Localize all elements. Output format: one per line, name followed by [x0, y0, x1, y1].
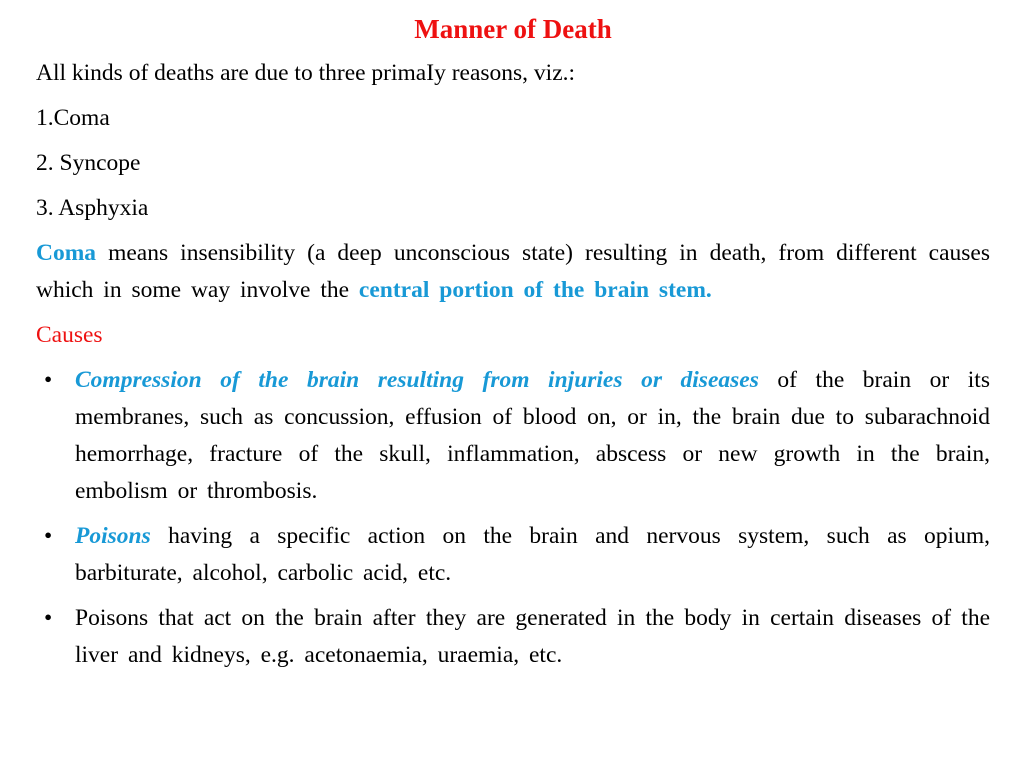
numbered-item-syncope: 2. Syncope [36, 150, 141, 177]
slide-title: Manner of Death [414, 14, 612, 44]
coma-lead-word: Coma [36, 240, 97, 267]
intro-line: All kinds of deaths are due to three primaIy reasons, viz.: [36, 60, 576, 87]
cause-body-poisons: having a specific action on the brain and nervous system, such as opium, barbiturate, alcohol, carbolic acid, etc. [75, 523, 990, 587]
cause-body-compression: of the brain or its membranes, such as concussion, effusion of blood on, or in, the brain due to subarachnoid hemorrhage, fracture of the skull, inflammation, abscess or new growth in the brain, embolism or thrombosis. [75, 367, 990, 505]
cause-item-poisons-generated [36, 600, 990, 674]
bullet-icon: • [44, 367, 53, 394]
numbered-item-coma: 1.Coma [36, 105, 110, 132]
cause-item-poisons-direct [36, 518, 990, 592]
numbered-item-asphyxia: 3. Asphyxia [36, 195, 149, 222]
cause-body-poisons-generated: Poisons that act on the brain after they are generated in the body in certain diseases of the liver and kidneys, e.g. acetonaemia, uraemia, etc. [75, 605, 990, 669]
causes-heading: Causes [36, 322, 103, 349]
coma-definition-text: means insensibility (a deep unconscious state) resulting in death, from different causes which in some way involve the [36, 240, 990, 304]
cause-lead-compression: Compression of the brain resulting from injuries or diseases [75, 367, 759, 394]
cause-item-compression [36, 362, 990, 510]
causes-list [36, 362, 990, 674]
bullet-icon: • [44, 523, 53, 550]
coma-highlight-text: central portion of the brain stem. [358, 277, 712, 304]
cause-lead-poisons: Poisons [75, 523, 151, 550]
coma-definition-paragraph [36, 235, 990, 309]
bullet-icon: • [44, 605, 53, 632]
